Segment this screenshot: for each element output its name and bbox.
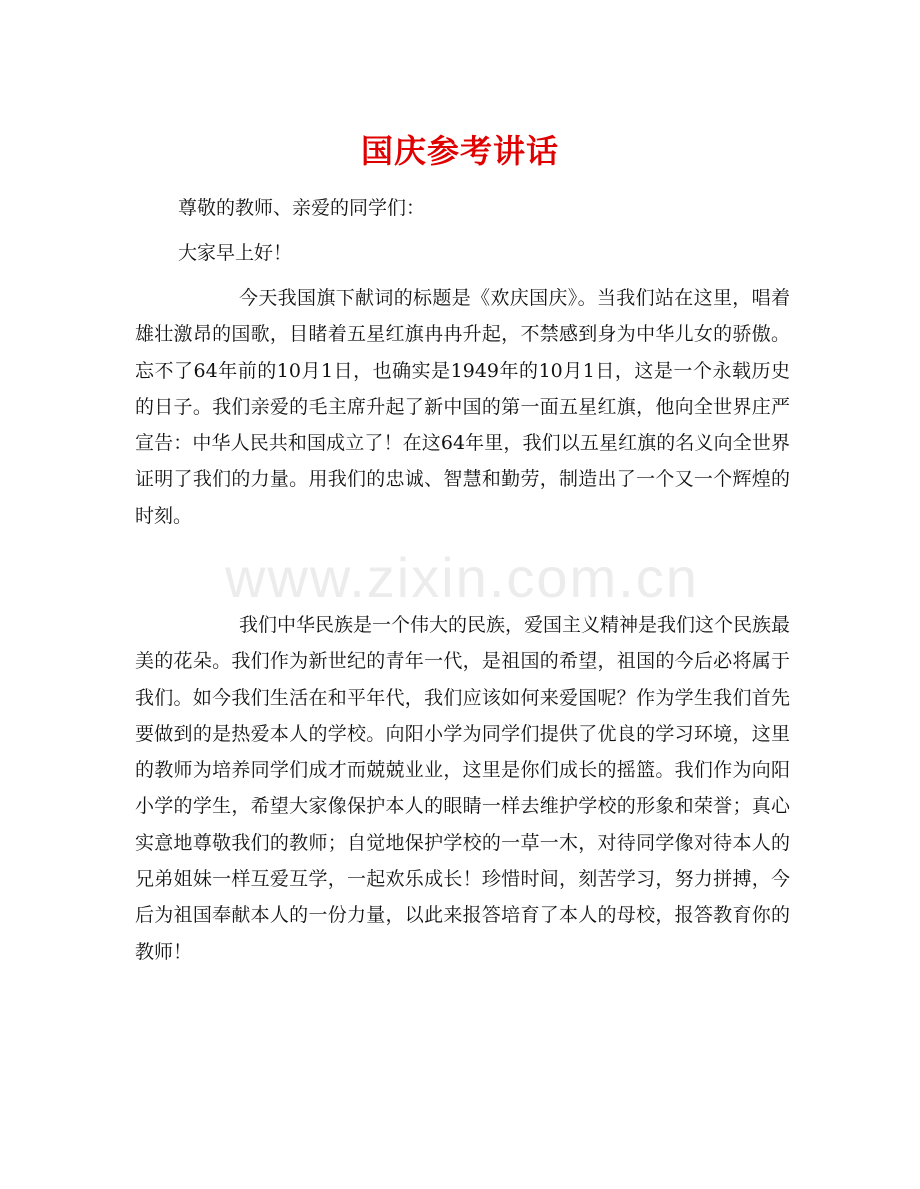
body-paragraph-1: 今天我国旗下献词的标题是《欢庆国庆》。当我们站在这里，唱着雄壮激昂的国歌，目睹着五星红旗冉冉升起，不禁感到身为中华儿女的骄傲。忘不了64年前的10月1日，也确实是1949年的10月1日，这是一个永载历史的日子。我们亲爱的毛主席升起了新中国的第一面五星红旗，他向全世界庄严宣告：中华人民共和国成立了！在这64年里，我们以五星红旗的名义向全世界证明了我们的力量。用我们的忠诚、智慧和勤劳，制造出了一个又一个辉煌的时刻。 — [135, 287, 790, 527]
document-title: 国庆参考讲话 — [360, 132, 559, 170]
watermark: www.zixin.com.cn — [225, 546, 699, 609]
body-paragraph-2: 我们中华民族是一个伟大的民族，爱国主义精神是我们这个民族最美的花朵。我们作为新世纪的青年一代，是祖国的希望，祖国的今后必将属于我们。如今我们生活在和平年代，我们应该如何来爱国呢？作为学生我们首先要做到的是热爱本人的学校。向阳小学为同学们提供了优良的学习环境，这里的教师为培养同学们成才而兢兢业业，这里是你们成长的摇篮。我们作为向阳小学的学生，希望大家像保护本人的眼睛一样去维护学校的形象和荣誉；真心实意地尊敬我们的教师；自觉地保护学校的一草一木，对待同学像对待本人的兄弟姐妹一样互爱互学，一起欢乐成长！珍惜时间，刻苦学习，努力拼搏，今后为祖国奉献本人的一份力量，以此来报答培育了本人的母校，报答教育你的教师！ — [135, 614, 791, 963]
salutation-line: 尊敬的教师、亲爱的同学们： — [178, 197, 426, 219]
greeting-line: 大家早上好！ — [178, 242, 293, 264]
